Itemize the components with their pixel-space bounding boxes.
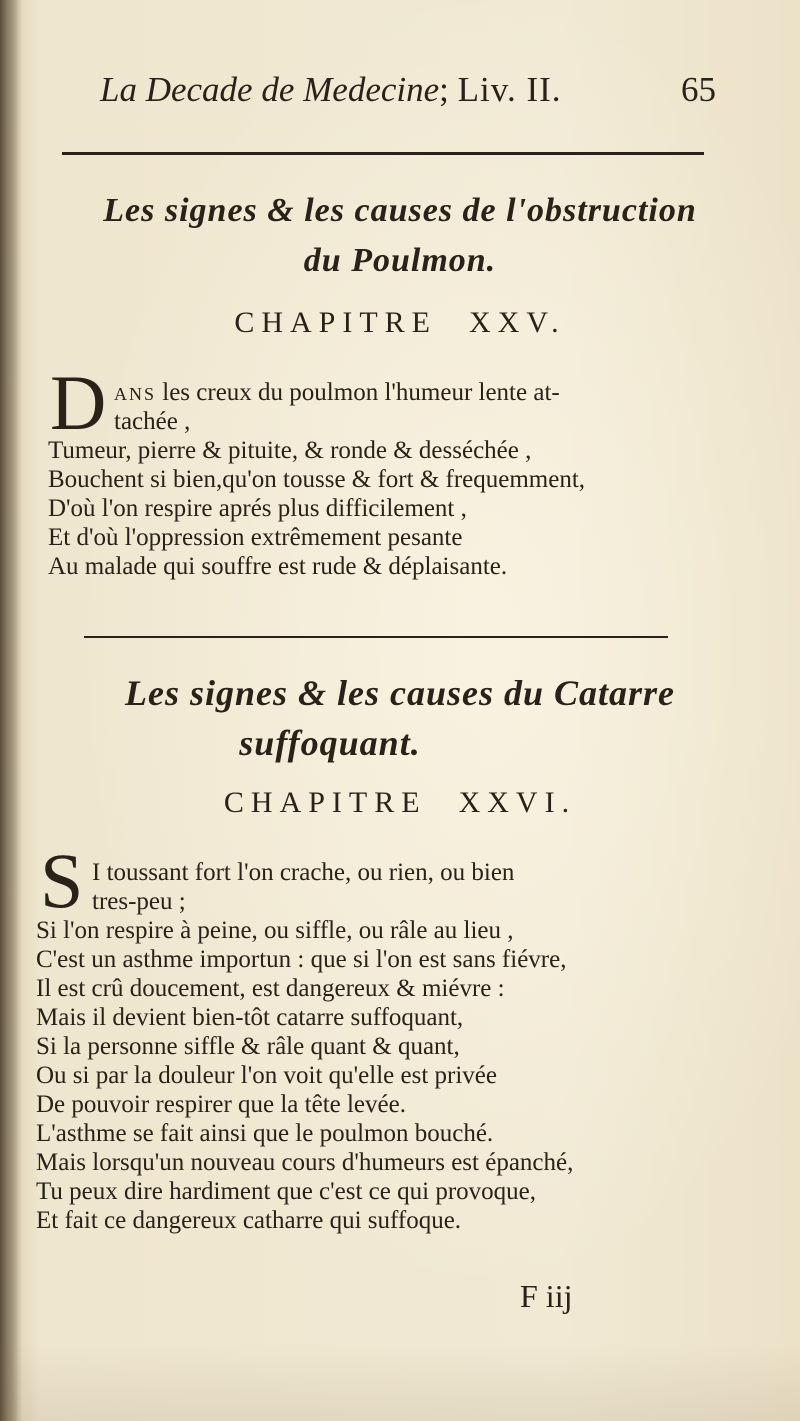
verse-line: Ou si par la douleur l'on voit qu'elle est privée (36, 1062, 497, 1089)
section-1-verse (48, 378, 585, 581)
verse-line: Et fait ce dangereux catharre qui suffoque. (36, 1207, 462, 1234)
verse-line: Si la personne siffle & râle quant & quant, (36, 1033, 460, 1060)
chapter-26-number: XXVI. (458, 786, 577, 819)
section-divider-rule (84, 636, 668, 638)
section-2-title-line-1: Les signes & les causes du Catarre (124, 673, 676, 713)
verse-line: Tu peux dire hardiment que c'est ce qui provoque, (36, 1178, 536, 1205)
verse-line: Bouchent si bien,qu'on tousse & fort & frequemment, (48, 466, 586, 493)
verse-line-text: les creux du poulmon l'humeur lente at- (156, 379, 560, 406)
chapter-25-heading (0, 306, 800, 340)
header-rule (62, 152, 704, 155)
verse-line (48, 378, 585, 407)
chapter-26-heading (0, 786, 800, 820)
verse-line: Mais il devient bien-tôt catarre suffoquant, (36, 1004, 464, 1031)
running-head-separator: ; (439, 70, 449, 109)
verse-line: L'asthme se fait ainsi que le poulmon bouché. (36, 1120, 494, 1147)
running-head-book: Liv. II. (457, 70, 562, 109)
chapter-26-label: CHAPITRE (223, 786, 427, 819)
chapter-25-number: XXV. (469, 306, 566, 339)
running-head-title: La Decade de Medecine (100, 70, 440, 109)
running-head (100, 70, 720, 110)
page-number: 65 (681, 70, 716, 109)
verse-line: De pouvoir respirer que la tête levée. (36, 1091, 406, 1118)
page-bottom-shade (0, 1341, 800, 1421)
verse-line: Tumeur, pierre & pituite, & ronde & desséchée , (48, 437, 532, 464)
verse-line: Mais lorsqu'un nouveau cours d'humeurs est épanché, (36, 1149, 574, 1176)
section-1-drop-cap: D (50, 359, 107, 446)
section-1-title-line-1: Les signes & les causes de l'obstruction (103, 192, 697, 229)
verse-line: tachée , (114, 408, 191, 435)
section-2-verse (36, 858, 573, 1235)
section-2-title-line-2: suffoquant. (239, 723, 421, 763)
verse-line: tres-peu ; (92, 888, 186, 915)
section-2-title (0, 668, 800, 768)
section-1-title (0, 186, 800, 286)
section-1-title-line-2: du Poulmon. (303, 242, 497, 279)
verse-line: C'est un asthme importun : que si l'on est sans fiévre, (36, 946, 567, 973)
verse-line: Au malade qui souffre est rude & déplaisante. (48, 553, 508, 580)
verse-line: Il est crû doucement, est dangereux & miévre : (36, 975, 505, 1002)
verse-line: I toussant fort l'on crache, ou rien, ou bien (92, 859, 515, 886)
verse-small-caps: ANS (114, 384, 157, 404)
verse-line: Et d'où l'oppression extrêmement pesante (48, 524, 463, 551)
verse-line: D'où l'on respire aprés plus difficilement , (48, 495, 467, 522)
chapter-25-label: CHAPITRE (234, 306, 438, 339)
signature-mark: F iij (520, 1278, 573, 1314)
section-2-drop-cap: S (40, 837, 84, 924)
verse-line: Si l'on respire à peine, ou siffle, ou râle au lieu , (36, 917, 514, 944)
